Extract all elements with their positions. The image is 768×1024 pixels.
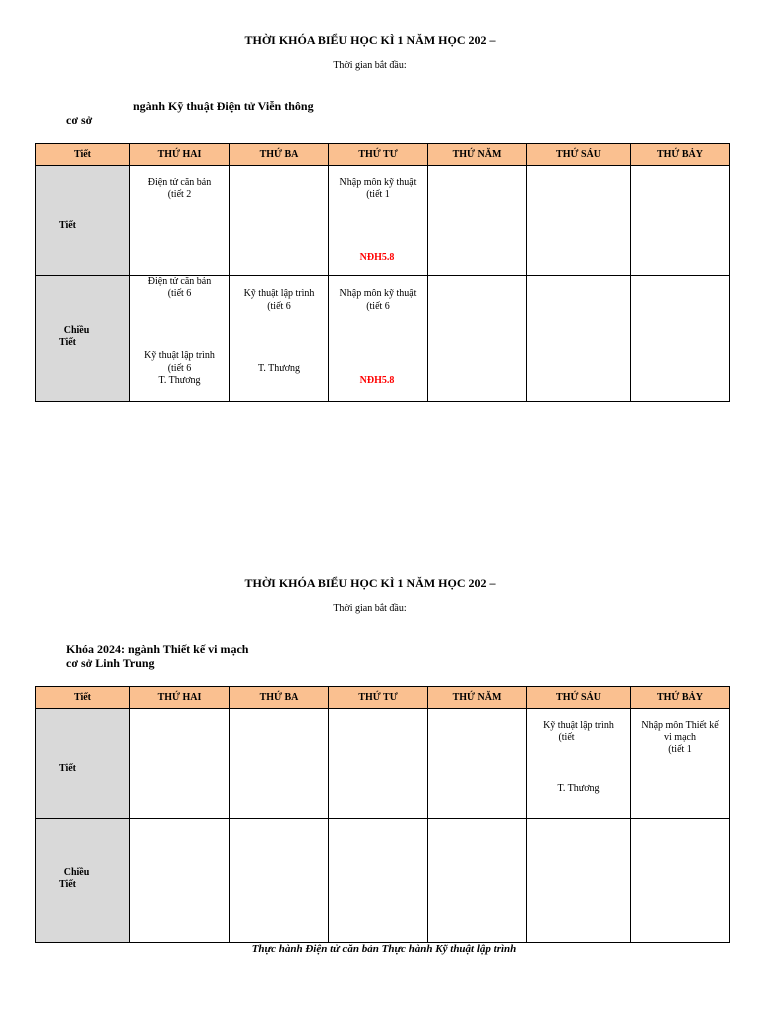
cell-thu-morning <box>428 166 527 276</box>
header-row <box>36 687 730 709</box>
cell-mon-afternoon <box>130 276 230 402</box>
course-name: Kỹ thuật lập trình <box>243 288 315 299</box>
section2-major: Khóa 2024: ngành Thiết kế vi mạch <box>66 642 249 656</box>
section2-timetable <box>35 686 730 943</box>
cell-sat-afternoon <box>631 276 730 402</box>
cell-fri-morning <box>527 166 631 276</box>
section2-campus: cơ sở Linh Trung <box>66 656 155 670</box>
header-wednesday: THỨ TƯ <box>329 687 428 709</box>
header-thursday: THỨ NĂM <box>428 144 527 166</box>
course-period: (tiết 1 <box>366 189 390 200</box>
header-tiet: Tiết <box>36 687 130 709</box>
cell-sat-morning <box>631 166 730 276</box>
cell-mon-afternoon <box>130 819 230 943</box>
course-name: Điện tử căn bản <box>147 276 212 287</box>
row-label-text: Tiết <box>58 220 77 231</box>
course-name: Kỹ thuật lập trình <box>144 350 215 361</box>
section1-start-label: Thời gian bắt đầu: <box>333 60 407 71</box>
header-saturday: THỨ BẢY <box>631 687 730 709</box>
teacher-name: T. Thương <box>158 375 201 386</box>
header-thursday: THỨ NĂM <box>428 687 527 709</box>
header-row <box>36 144 730 166</box>
section2-title: THỜI KHÓA BIỂU HỌC KÌ 1 NĂM HỌC 202 – <box>244 576 496 590</box>
header-monday: THỨ HAI <box>130 687 230 709</box>
course-period: (tiết 6 <box>167 288 192 299</box>
course-name-cont: vi mạch <box>664 732 696 743</box>
course-name: Nhập môn kỹ thuật <box>339 288 417 299</box>
row-label-text: Tiết <box>58 337 77 348</box>
section1-title: THỜI KHÓA BIỂU HỌC KÌ 1 NĂM HỌC 202 – <box>244 33 496 47</box>
cell-sat-afternoon <box>631 819 730 943</box>
cell-tue-afternoon <box>230 819 329 943</box>
section1-timetable <box>35 143 730 402</box>
row-label-text: Chiều <box>63 867 90 878</box>
section1-major: ngành Kỹ thuật Điện tử Viễn thông <box>133 99 314 113</box>
course-period: (tiết 6 <box>366 301 390 312</box>
cell-wed-afternoon <box>329 819 428 943</box>
row-label-text: Tiết <box>58 879 77 890</box>
row-label-text: Tiết <box>58 763 77 774</box>
row-label-morning <box>36 709 130 819</box>
cell-thu-afternoon <box>428 819 527 943</box>
practice-note: Thực hành Điện tử căn bản Thực hành Kỹ thuật lập trình <box>251 943 517 955</box>
room-code: NĐH5.8 <box>359 252 395 263</box>
cell-mon-morning <box>130 709 230 819</box>
header-tuesday: THỨ BA <box>230 687 329 709</box>
cell-tue-afternoon <box>230 276 329 402</box>
cell-tue-morning <box>230 709 329 819</box>
section2-start-label: Thời gian bắt đầu: <box>333 603 407 614</box>
teacher-name: T. Thương <box>557 783 600 794</box>
course-name: Kỹ thuật lập trình <box>543 720 614 731</box>
cell-fri-afternoon <box>527 819 631 943</box>
cell-fri-morning <box>527 709 631 819</box>
cell-wed-morning <box>329 166 428 276</box>
section1-campus: cơ sở <box>66 113 93 127</box>
cell-thu-morning <box>428 709 527 819</box>
cell-fri-afternoon <box>527 276 631 402</box>
cell-sat-morning <box>631 709 730 819</box>
cell-thu-afternoon <box>428 276 527 402</box>
row-label-text: Chiều <box>63 325 90 336</box>
header-friday: THỨ SÁU <box>527 687 631 709</box>
course-period: (tiết 6 <box>167 363 192 374</box>
cell-wed-afternoon <box>329 276 428 402</box>
course-name: Nhập môn Thiết kế <box>641 720 719 731</box>
header-monday: THỨ HAI <box>130 144 230 166</box>
course-period: (tiết 2 <box>167 189 192 200</box>
cell-wed-morning <box>329 709 428 819</box>
header-tiet: Tiết <box>36 144 130 166</box>
course-name: Nhập môn kỹ thuật <box>339 177 417 188</box>
cell-tue-morning <box>230 166 329 276</box>
cell-mon-morning <box>130 166 230 276</box>
header-saturday: THỨ BẢY <box>631 144 730 166</box>
room-code: NĐH5.8 <box>359 375 395 386</box>
morning-row <box>36 166 730 276</box>
header-friday: THỨ SÁU <box>527 144 631 166</box>
row-label-afternoon <box>36 276 130 402</box>
row-label-morning <box>36 166 130 276</box>
afternoon-row <box>36 819 730 943</box>
course-period: (tiết <box>558 732 575 743</box>
course-name: Điện tử căn bản <box>147 177 212 188</box>
row-label-afternoon <box>36 819 130 943</box>
course-period: (tiết 6 <box>267 301 291 312</box>
header-wednesday: THỨ TƯ <box>329 144 428 166</box>
course-period: (tiết 1 <box>668 744 692 755</box>
morning-row <box>36 709 730 819</box>
afternoon-row <box>36 276 730 402</box>
header-tuesday: THỨ BA <box>230 144 329 166</box>
teacher-name: T. Thương <box>257 363 300 374</box>
